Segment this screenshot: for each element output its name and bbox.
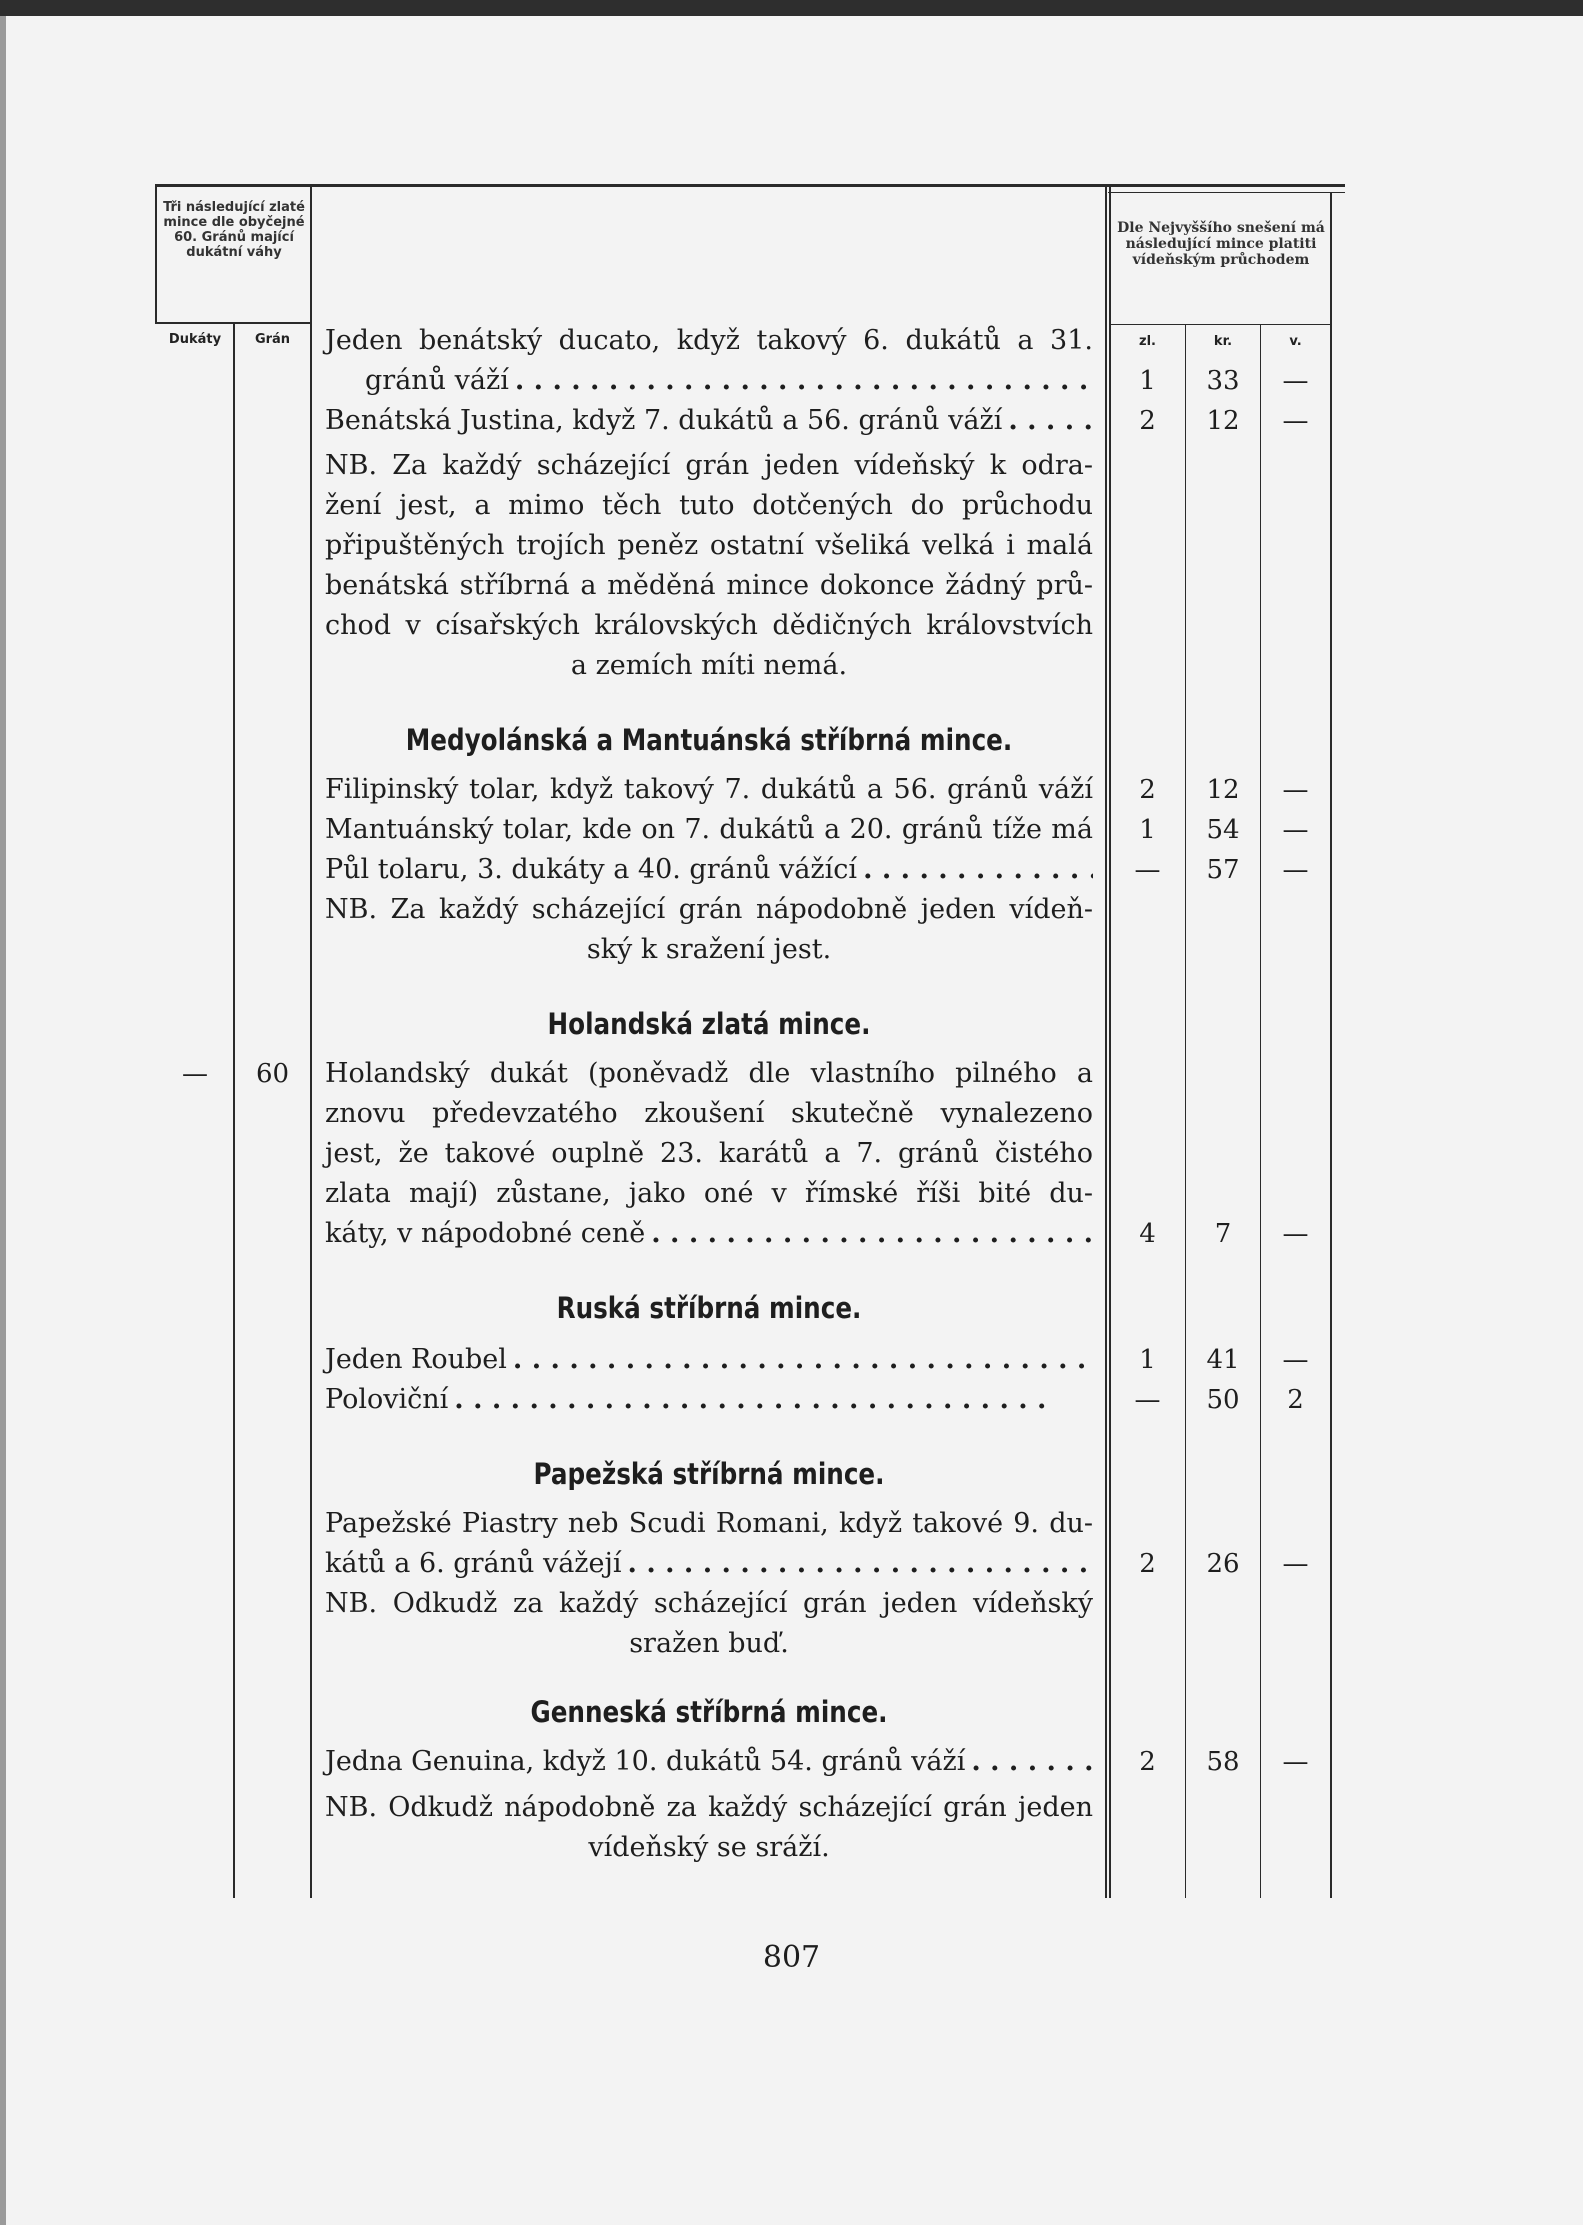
- section-heading: Holandská zlatá mince.: [547, 1007, 871, 1041]
- left-col-border-inner: [310, 186, 312, 1898]
- top-border: [0, 0, 1583, 16]
- section-heading: Ruská stříbrná mince.: [556, 1291, 862, 1325]
- text-line: NB. Za každý scházející grán nápodobně jeden vídeň-: [325, 894, 1093, 925]
- value-v: 2: [1287, 1385, 1304, 1415]
- value-zl: 1: [1139, 1345, 1156, 1375]
- text-line: Jeden Roubel . .: [325, 1340, 1093, 1380]
- kr-header: kr.: [1213, 334, 1233, 349]
- text-line: benátská stříbrná a měděná mince dokonce žádný prů-: [325, 570, 1093, 601]
- dukaty-value: —: [182, 1059, 208, 1089]
- text-line: káty, v nápodobné ceně . .: [325, 1214, 1093, 1254]
- text-line: Filipinský tolar, když takový 7. dukátů a 56. gránů váží: [325, 774, 1093, 805]
- value-kr: 26: [1206, 1549, 1240, 1579]
- value-zl: 1: [1139, 366, 1156, 396]
- value-kr: 33: [1206, 366, 1240, 396]
- value-zl: 2: [1139, 406, 1156, 436]
- text-line: Jeden benátský ducato, když takový 6. dukátů a 31.: [325, 325, 1093, 356]
- table-top-rule: [155, 184, 1345, 187]
- value-zl: 4: [1139, 1219, 1156, 1249]
- text-line: Holandský dukát (poněvadž dle vlastního pilného a: [325, 1058, 1093, 1089]
- dukaty-header: Dukáty: [168, 332, 222, 347]
- left-col-border-outer: [155, 186, 157, 322]
- text-line: Půl tolaru, 3. dukáty a 40. gránů vážící . .: [325, 850, 1093, 890]
- text-line: Poloviční . .: [325, 1380, 1093, 1420]
- kr-v-split: [1260, 324, 1261, 1898]
- section-heading: Medyolánská a Mantuánská stříbrná mince.: [405, 723, 1013, 757]
- text-line: připuštěných trojích peněz ostatní všeliká velká i malá: [325, 530, 1093, 561]
- right-header-rule: [1109, 324, 1332, 325]
- text-line: žení jest, a mimo těch tuto dotčených do průchodu: [325, 490, 1093, 521]
- v-header: v.: [1289, 334, 1302, 349]
- text-line: ský k sražení jest.: [586, 934, 832, 965]
- text-line: Mantuánský tolar, kde on 7. dukátů a 20. gránů tíže má: [325, 814, 1093, 845]
- gran-header: Grán: [254, 332, 291, 347]
- value-v: —: [1282, 1219, 1309, 1249]
- text-line: vídeňský se sráží.: [588, 1832, 830, 1863]
- text-line: chod v císařských královských dědičných královstvích: [325, 610, 1093, 641]
- value-zl: —: [1134, 855, 1161, 885]
- value-v: —: [1282, 1345, 1309, 1375]
- left-header-rule: [155, 322, 312, 324]
- text-line: Papežské Piastry neb Scudi Romani, když takové 9. du-: [325, 1508, 1093, 1539]
- value-v: —: [1282, 406, 1309, 436]
- text-line: a zemích míti nemá.: [570, 650, 848, 681]
- value-zl: 2: [1139, 775, 1156, 805]
- right-col-border-2: [1109, 186, 1111, 1898]
- left-column-header: Tři následující zlaté mince dle obyčejné 60. Gránů mající dukátní váhy: [163, 200, 305, 260]
- value-kr: 7: [1214, 1219, 1232, 1249]
- text-line: kátů a 6. gránů vážejí . .: [325, 1544, 1093, 1584]
- text-line: jest, že takové ouplně 23. karátů a 7. gránů čistého: [325, 1138, 1093, 1169]
- table-top-rule-2: [1108, 192, 1345, 193]
- section-heading: Papežská stříbrná mince.: [533, 1457, 885, 1491]
- left-col-split: [233, 322, 235, 1898]
- section-heading: Genneská stříbrná mince.: [530, 1695, 888, 1729]
- text-line: Benátská Justina, když 7. dukátů a 56. gránů váží . .: [325, 401, 1093, 441]
- value-kr: 58: [1206, 1747, 1240, 1777]
- value-zl: 2: [1139, 1549, 1156, 1579]
- value-kr: 41: [1206, 1345, 1240, 1375]
- value-kr: 12: [1206, 406, 1240, 436]
- text-line: gránů váží . .: [365, 361, 1093, 401]
- text-line: zlata mají) zůstane, jako oné v římské říši bité du-: [325, 1178, 1093, 1209]
- zl-header: zl.: [1139, 334, 1156, 349]
- page-number: 807: [762, 1940, 821, 1975]
- value-v: —: [1282, 775, 1309, 805]
- value-v: —: [1282, 1549, 1309, 1579]
- value-kr: 54: [1206, 815, 1240, 845]
- text-line: znovu předevzatého zkoušení skutečně vynalezeno: [325, 1098, 1093, 1129]
- text-line: Jedna Genuina, když 10. dukátů 54. gránů váží . .: [325, 1742, 1093, 1782]
- text-line: sražen buď.: [629, 1628, 789, 1659]
- text-line: NB. Odkudž za každý scházející grán jeden vídeňský: [325, 1588, 1093, 1619]
- value-v: —: [1282, 1747, 1309, 1777]
- text-line: NB. Za každý scházející grán jeden vídeňský k odra-: [325, 450, 1093, 481]
- right-column-header: Dle Nejvyššího snešení má následující mince platiti vídeňským průchodem: [1117, 220, 1325, 268]
- page-edge: [0, 16, 6, 2225]
- value-kr: 50: [1206, 1385, 1240, 1415]
- gran-value: 60: [255, 1059, 290, 1089]
- right-col-border-outer: [1330, 192, 1332, 1898]
- value-zl: —: [1134, 1385, 1161, 1415]
- right-col-border-1: [1105, 186, 1107, 1898]
- value-zl: 2: [1139, 1747, 1156, 1777]
- value-v: —: [1282, 366, 1309, 396]
- value-v: —: [1282, 855, 1309, 885]
- value-v: —: [1282, 815, 1309, 845]
- zl-kr-split: [1185, 324, 1186, 1898]
- value-kr: 57: [1206, 855, 1240, 885]
- text-line: NB. Odkudž nápodobně za každý scházející grán jeden: [325, 1792, 1093, 1823]
- value-kr: 12: [1206, 775, 1240, 805]
- value-zl: 1: [1139, 815, 1156, 845]
